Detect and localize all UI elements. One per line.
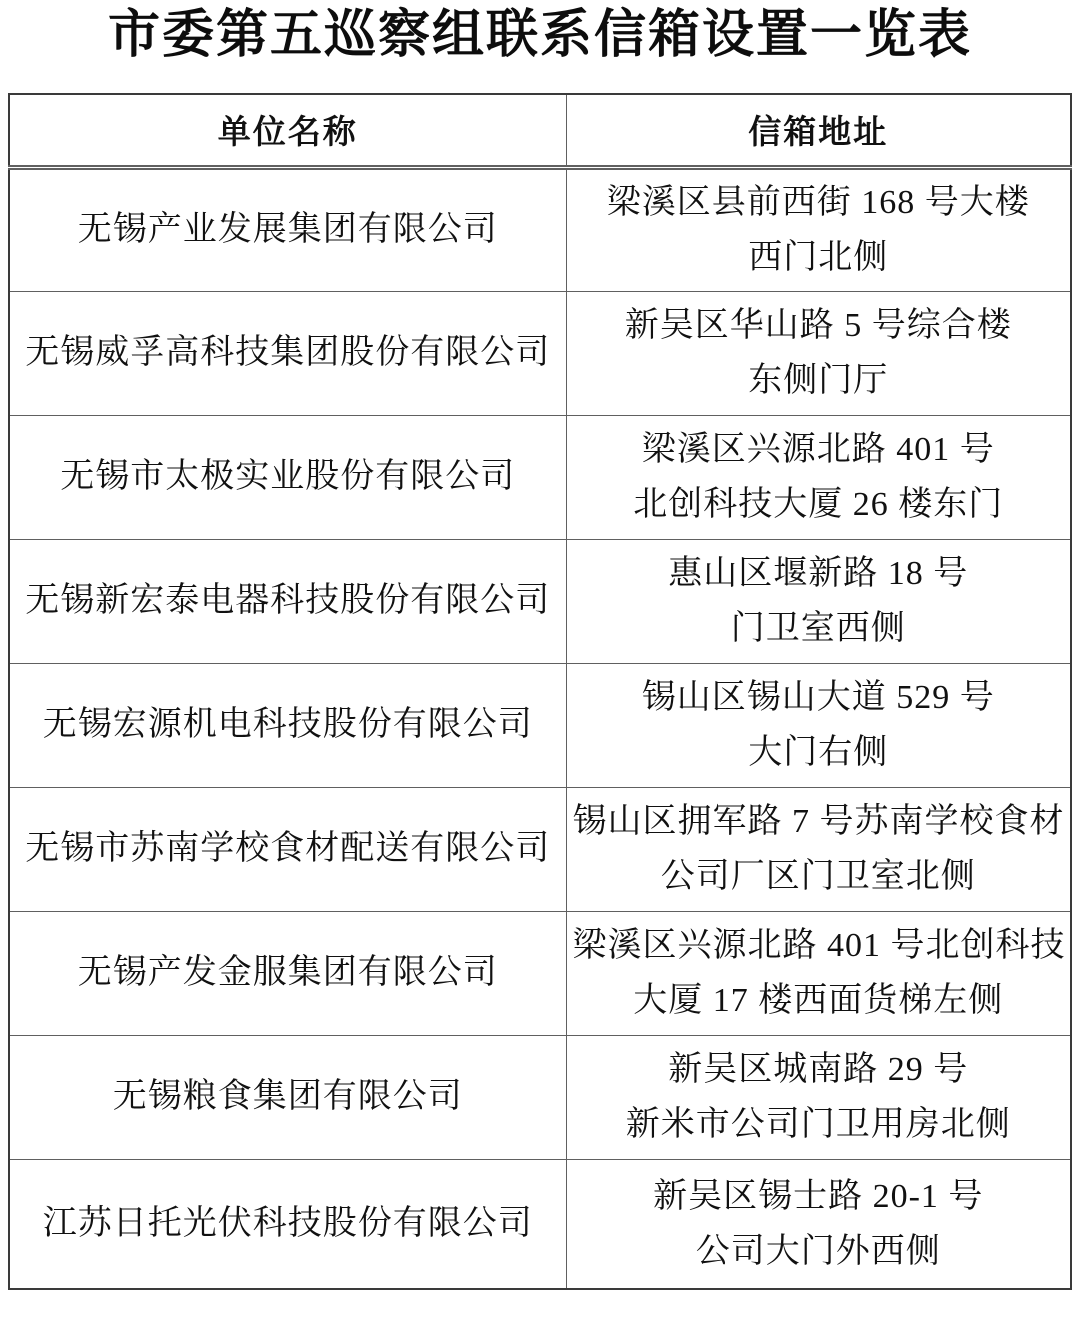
address-line-2: 公司大门外西侧 xyxy=(695,1232,941,1270)
address-line-1: 锡山区拥军路 7 号苏南学校食材 xyxy=(572,803,1065,840)
header-row xyxy=(9,94,1071,167)
table-row xyxy=(9,911,1071,1035)
table-row xyxy=(9,539,1071,663)
mailbox-address-cell xyxy=(566,539,1071,663)
table-row xyxy=(9,1159,1071,1289)
unit-name-cell: 无锡威孚高科技集团股份有限公司 xyxy=(9,291,566,415)
unit-name-cell: 无锡市苏南学校食材配送有限公司 xyxy=(9,787,566,911)
mailbox-address-cell xyxy=(566,663,1071,787)
unit-name-cell: 无锡宏源机电科技股份有限公司 xyxy=(9,663,566,787)
address-line-1: 梁溪区县前西街 168 号大楼 xyxy=(606,184,1030,221)
address-line-1: 新吴区华山路 5 号综合楼 xyxy=(624,307,1012,344)
address-line-2: 西门北侧 xyxy=(748,239,889,276)
mailbox-address-cell xyxy=(566,787,1071,911)
mailbox-address-cell xyxy=(566,1035,1071,1159)
address-line-2: 北创科技大厦 26 楼东门 xyxy=(633,486,1004,523)
document-page xyxy=(0,6,1080,1319)
address-line-1: 惠山区堰新路 18 号 xyxy=(668,555,969,592)
table-row xyxy=(9,663,1071,787)
address-line-2: 门卫室西侧 xyxy=(730,610,906,647)
table-row xyxy=(9,1035,1071,1159)
address-line-1: 锡山区锡山大道 529 号 xyxy=(641,679,995,716)
mailbox-table xyxy=(8,93,1072,1290)
address-line-2: 大门右侧 xyxy=(748,734,889,771)
address-line-2: 新米市公司门卫用房北侧 xyxy=(625,1106,1011,1143)
unit-name-cell: 无锡市太极实业股份有限公司 xyxy=(9,415,566,539)
unit-name-cell: 无锡粮食集团有限公司 xyxy=(9,1035,566,1159)
unit-name-cell: 江苏日托光伏科技股份有限公司 xyxy=(9,1159,566,1289)
mailbox-address-cell xyxy=(566,167,1071,291)
table-row xyxy=(9,291,1071,415)
address-line-2: 大厦 17 楼西面货梯左侧 xyxy=(633,982,1004,1019)
page-title: 市委第五巡察组联系信箱设置一览表 xyxy=(107,7,972,64)
address-line-1: 梁溪区兴源北路 401 号 xyxy=(641,431,995,468)
column-header-mailbox-address: 信箱地址 xyxy=(566,94,1071,167)
table-row xyxy=(9,787,1071,911)
mailbox-address-cell xyxy=(566,415,1071,539)
mailbox-address-cell xyxy=(566,1159,1071,1289)
column-header-unit-name: 单位名称 xyxy=(9,94,566,167)
mailbox-address-cell xyxy=(566,291,1071,415)
address-line-2: 公司厂区门卫室北侧 xyxy=(660,858,976,895)
unit-name-cell: 无锡新宏泰电器科技股份有限公司 xyxy=(9,539,566,663)
unit-name-cell: 无锡产发金服集团有限公司 xyxy=(9,911,566,1035)
table-row xyxy=(9,415,1071,539)
unit-name-cell: 无锡产业发展集团有限公司 xyxy=(9,167,566,291)
address-line-1: 梁溪区兴源北路 401 号北创科技 xyxy=(572,927,1066,964)
address-line-1: 新吴区锡士路 20-1 号 xyxy=(653,1177,984,1215)
address-line-2: 东侧门厅 xyxy=(748,362,889,399)
mailbox-address-cell xyxy=(566,911,1071,1035)
address-line-1: 新吴区城南路 29 号 xyxy=(668,1051,969,1088)
table-row xyxy=(9,167,1071,291)
